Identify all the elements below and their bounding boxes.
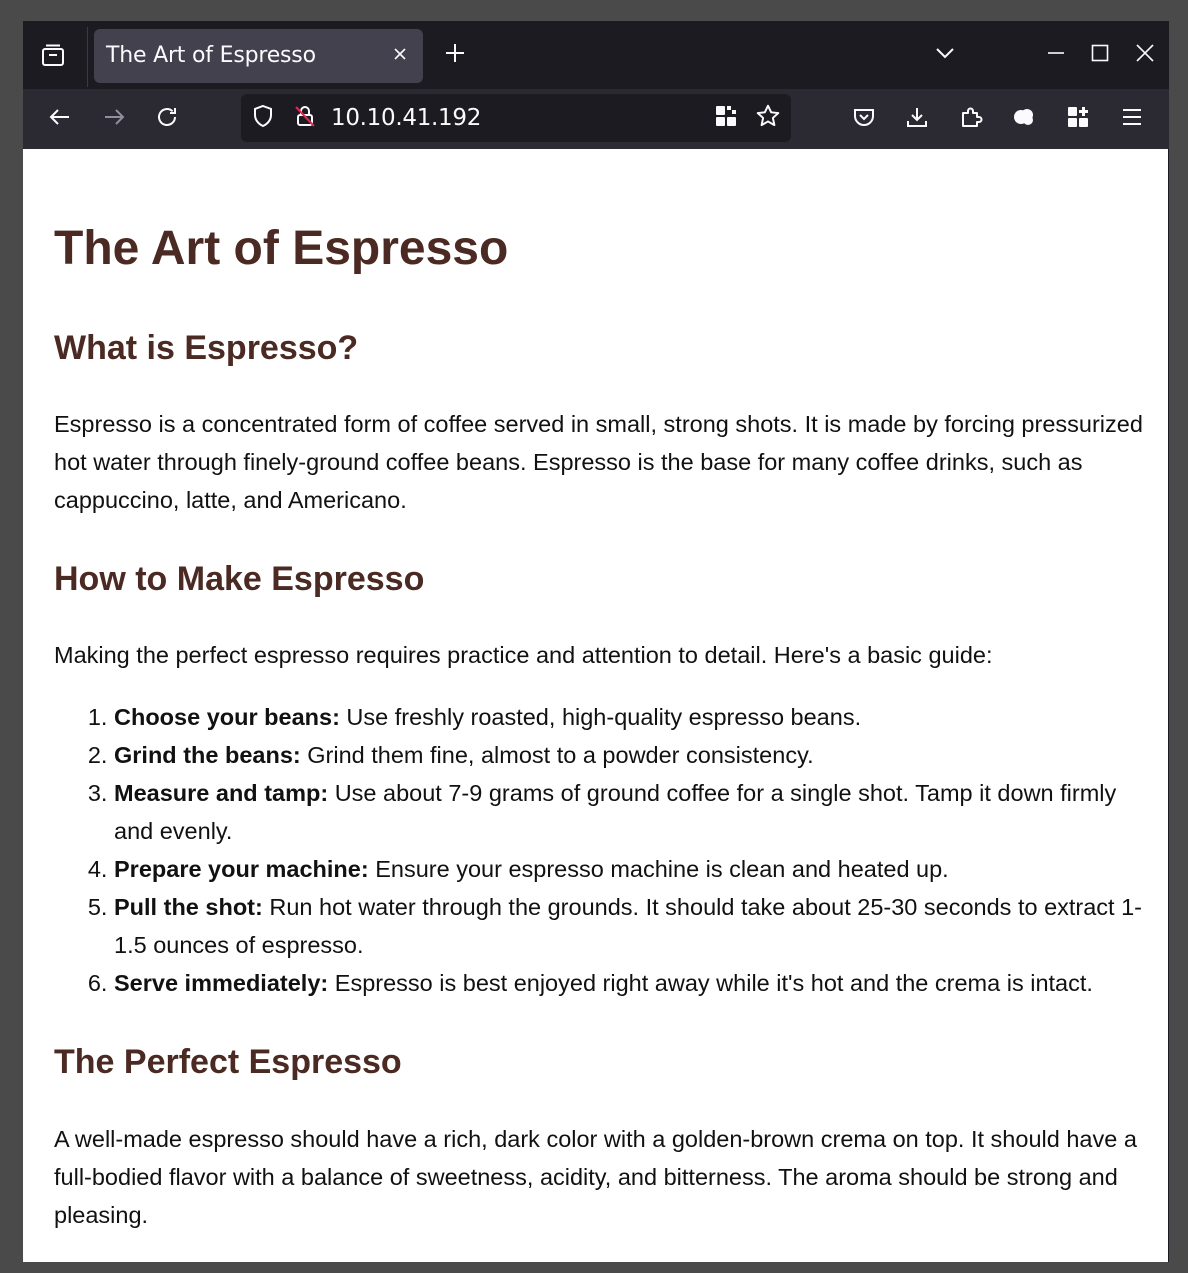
site-information-button[interactable] [287,100,323,136]
profile-button[interactable] [1004,99,1044,139]
maximize-button[interactable] [1080,35,1120,75]
tab-separator [87,27,88,87]
list-item [114,774,1144,850]
minimize-button[interactable] [1036,35,1076,75]
plus-icon [444,42,466,69]
step-label: Serve immediately: [114,970,329,996]
list-item [114,698,1144,736]
maximize-icon [1091,44,1109,67]
arrow-right-icon [102,105,126,134]
new-tab-button[interactable] [437,35,473,75]
browser-window [23,21,1169,1262]
close-window-button[interactable] [1125,35,1165,75]
pocket-button[interactable] [844,99,884,139]
qr-code-button[interactable] [708,100,744,136]
tab-list-icon [40,42,66,73]
apps-icon [1066,105,1090,134]
section-paragraph-perfect-espresso: A well-made espresso should have a rich, dark color with a golden-brown crema on top. It should have a full-bodied flavor with a balance of sweetness, acidity, and bitterness. The aroma should be strong and pleasing. [54,1126,1137,1228]
url-text[interactable]: 10.10.41.192 [331,105,482,131]
step-text: Use about 7-9 grams of ground coffee for a single shot. Tamp it down firmly and evenly. [114,780,1117,844]
reload-button[interactable] [147,99,187,139]
qr-code-icon [714,104,738,133]
step-text: Run hot water through the grounds. It should take about 25-30 seconds to extract 1-1.5 ounces of espresso. [114,894,1143,958]
step-label: Measure and tamp: [114,780,329,806]
list-all-tabs-button[interactable] [927,35,963,75]
download-icon [905,105,929,134]
address-bar[interactable] [241,94,791,142]
bookmark-button[interactable] [750,100,786,136]
step-label: Pull the shot: [114,894,263,920]
back-button[interactable] [40,99,80,139]
tab-strip [23,21,1169,89]
tab-title: The Art of Espresso [106,43,316,68]
section-heading-what-is-espresso: What is Espresso? [54,329,359,367]
close-tab-button[interactable] [387,43,413,69]
extensions-button[interactable] [951,99,991,139]
step-text: Use freshly roasted, high-quality espresso beans. [339,704,862,730]
chevron-down-icon [934,42,956,69]
section-paragraph-what-is-espresso: Espresso is a concentrated form of coffee served in small, strong shots. It is made by forcing pressurized hot water through finely-ground coffee beans. Espresso is the base for many coffee drinks, such as cappuccino, latte, and Americano. [54,411,1143,513]
step-text: Ensure your espresso machine is clean and heated up. [368,856,949,882]
application-menu-button[interactable] [1112,99,1152,139]
list-item [114,964,1144,1002]
tab-active[interactable] [94,29,423,83]
pocket-icon [852,105,876,134]
steps-list [54,698,1144,1002]
shield-icon [251,104,275,133]
downloads-button[interactable] [897,99,937,139]
page-title: The Art of Espresso [54,222,509,275]
step-label: Prepare your machine: [114,856,369,882]
hamburger-menu-icon [1121,106,1143,133]
list-item [114,888,1144,964]
forward-button[interactable] [94,99,134,139]
close-icon [1136,44,1154,67]
step-text: Espresso is best enjoyed right away while it's hot and the crema is intact. [328,970,1093,996]
step-label: Grind the beans: [114,742,301,768]
list-item [114,850,1144,888]
list-item [114,736,1144,774]
section-heading-how-to-make: How to Make Espresso [54,560,425,598]
tracking-protection-button[interactable] [245,100,281,136]
reload-icon [155,105,179,134]
profile-icon [1012,105,1036,134]
step-text: Grind them fine, almost to a powder consistency. [300,742,814,768]
insecure-lock-icon [293,104,317,133]
star-icon [755,103,781,134]
step-label: Choose your beans: [114,704,340,730]
tab-list-button[interactable] [31,35,75,79]
close-icon [392,46,408,67]
minimize-icon [1047,44,1065,67]
navigation-toolbar [23,89,1169,149]
arrow-left-icon [48,105,72,134]
page-viewport [23,149,1168,1262]
apps-button[interactable] [1058,99,1098,139]
section-paragraph-how-to-make: Making the perfect espresso requires practice and attention to detail. Here's a basic guide: [54,642,993,668]
section-heading-perfect-espresso: The Perfect Espresso [54,1043,402,1081]
puzzle-icon [959,105,983,134]
